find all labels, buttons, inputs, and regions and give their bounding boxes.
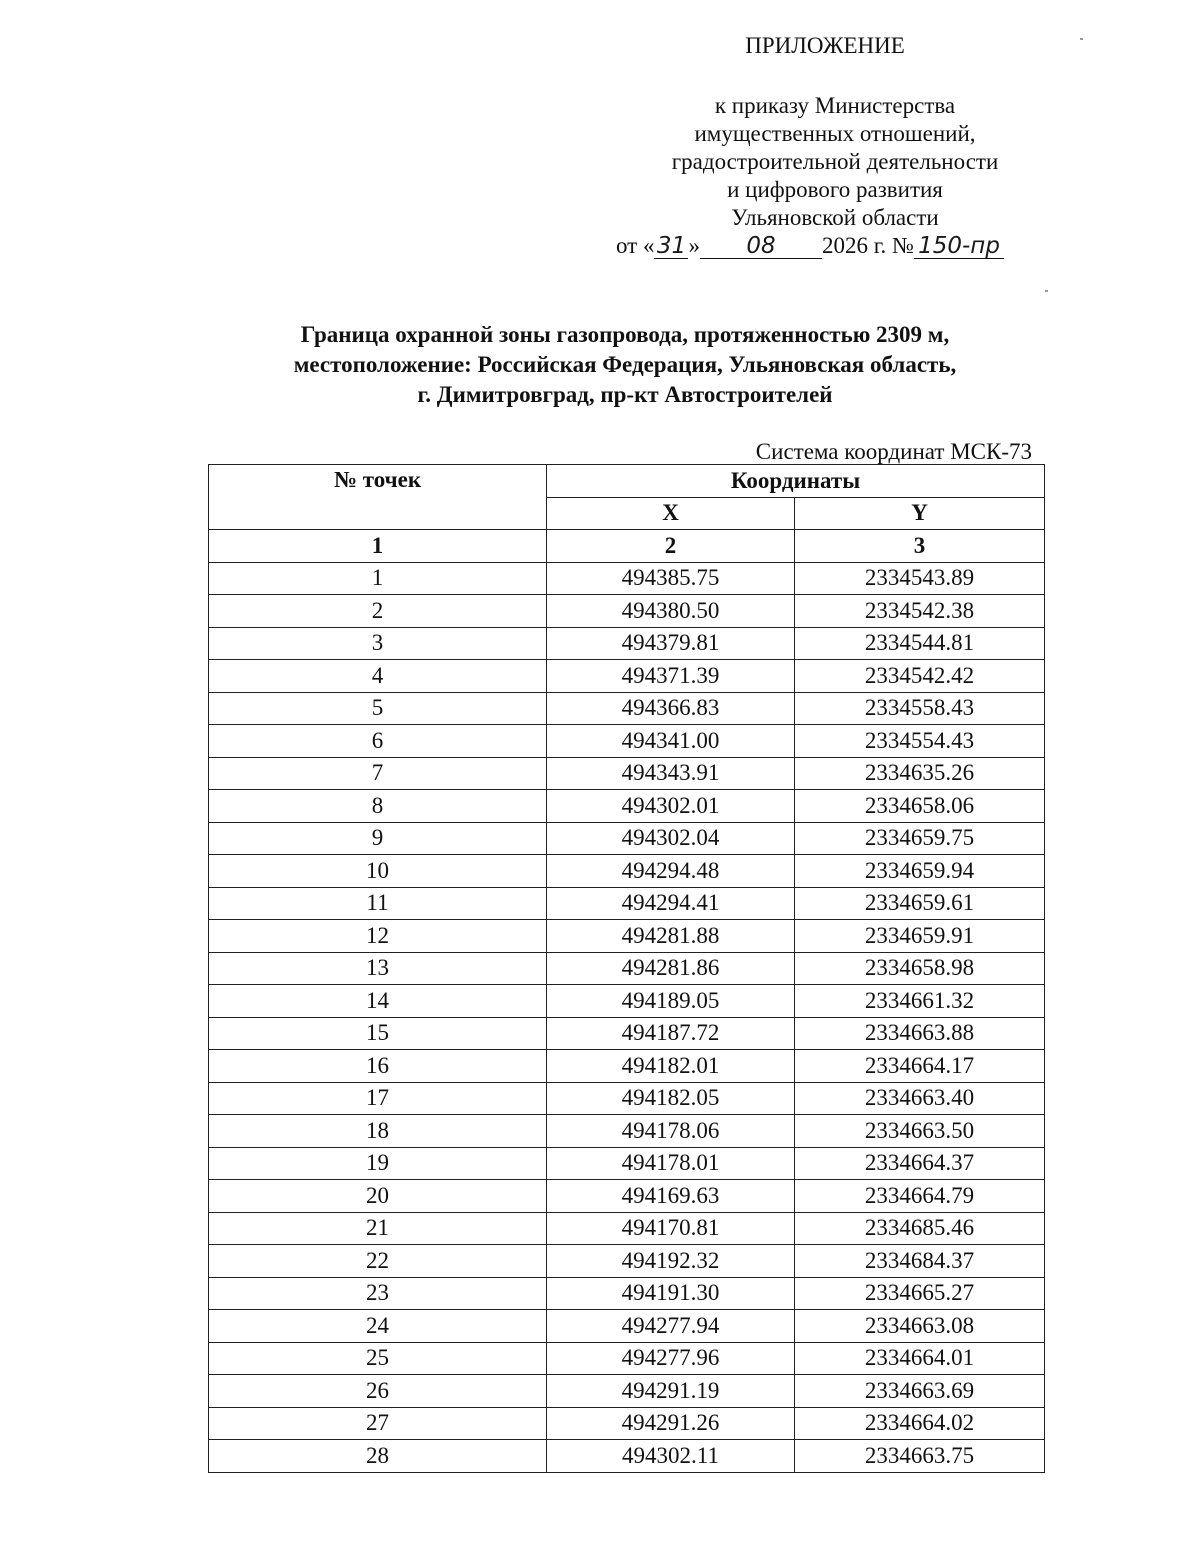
coord-y: 2334542.42 [795,660,1045,693]
point-number: 12 [209,920,547,953]
coord-y: 2334659.91 [795,920,1045,953]
point-number: 4 [209,660,547,693]
document-title [200,320,1050,410]
table-row [209,1310,1045,1343]
coord-x: 494291.26 [547,1407,795,1440]
point-number: 16 [209,1050,547,1083]
coord-x: 494302.04 [547,822,795,855]
coord-y: 2334663.69 [795,1375,1045,1408]
point-number: 7 [209,757,547,790]
coord-x: 494294.41 [547,887,795,920]
title-line: г. Димитровград, пр-кт Автостроителей [417,382,833,407]
coord-x: 494343.91 [547,757,795,790]
coord-x: 494281.86 [547,952,795,985]
point-number: 2 [209,595,547,628]
coord-y: 2334664.01 [795,1342,1045,1375]
coord-y: 2334664.37 [795,1147,1045,1180]
table-row [209,952,1045,985]
table-row [209,692,1045,725]
coord-x: 494302.01 [547,790,795,823]
date-mid: » [688,233,700,258]
coordinate-system-label: Система координат МСК-73 [755,439,1032,464]
coord-x: 494302.11 [547,1440,795,1473]
table-row [209,1147,1045,1180]
coord-y: 2334658.06 [795,790,1045,823]
point-number: 22 [209,1245,547,1278]
table-row [209,985,1045,1018]
point-number: 3 [209,627,547,660]
coord-x: 494191.30 [547,1277,795,1310]
column-number: 1 [209,530,547,563]
point-number: 27 [209,1407,547,1440]
point-number: 14 [209,985,547,1018]
coord-y: 2334665.27 [795,1277,1045,1310]
table-row [209,562,1045,595]
point-number: 17 [209,1082,547,1115]
point-number: 25 [209,1342,547,1375]
order-reference [600,92,1070,260]
coord-x: 494294.48 [547,855,795,888]
table-row [209,1277,1045,1310]
date-prefix: от « [615,233,655,258]
coord-y: 2334542.38 [795,595,1045,628]
coord-y: 2334663.75 [795,1440,1045,1473]
coord-y: 2334663.88 [795,1017,1045,1050]
table-row [209,1180,1045,1213]
table-row [209,1050,1045,1083]
coord-x: 494385.75 [547,562,795,595]
coord-y: 2334663.50 [795,1115,1045,1148]
point-number: 8 [209,790,547,823]
column-number: 3 [795,530,1045,563]
point-number: 28 [209,1440,547,1473]
table-row [209,1375,1045,1408]
point-number: 18 [209,1115,547,1148]
table-row [209,1115,1045,1148]
coord-x: 494189.05 [547,985,795,1018]
order-line: градостроительной деятельности [671,149,999,174]
table-row [209,660,1045,693]
table-row [209,855,1045,888]
scan-speck [1080,38,1083,40]
coord-x: 494277.94 [547,1310,795,1343]
order-line: Ульяновской области [731,205,939,230]
order-line: и цифрового развития [727,177,943,202]
header-x: X [547,497,795,530]
point-number: 10 [209,855,547,888]
point-number: 13 [209,952,547,985]
coord-y: 2334685.46 [795,1212,1045,1245]
title-line: Граница охранной зоны газопровода, протяженностью 2309 м, [300,322,950,347]
date-year-text: 2026 г. № [821,233,915,258]
table-row [209,1342,1045,1375]
point-number: 20 [209,1180,547,1213]
coord-y: 2334663.40 [795,1082,1045,1115]
handwritten-day: 31 [654,234,688,259]
coord-x: 494277.96 [547,1342,795,1375]
point-number: 21 [209,1212,547,1245]
table-row [209,1440,1045,1473]
coord-x: 494380.50 [547,595,795,628]
coord-y: 2334684.37 [795,1245,1045,1278]
header-coordinates: Координаты [547,465,1045,498]
coord-x: 494341.00 [547,725,795,758]
coord-y: 2334558.43 [795,692,1045,725]
table-row [209,822,1045,855]
coord-y: 2334659.94 [795,855,1045,888]
table-row [209,1245,1045,1278]
title-line: местоположение: Российская Федерация, Ульяновская область, [293,352,957,377]
coord-y: 2334659.61 [795,887,1045,920]
handwritten-month: 08 [700,234,822,259]
coord-x: 494379.81 [547,627,795,660]
coord-y: 2334554.43 [795,725,1045,758]
point-number: 26 [209,1375,547,1408]
coord-x: 494178.06 [547,1115,795,1148]
header-y: Y [795,497,1045,530]
coord-x: 494281.88 [547,920,795,953]
point-number: 11 [209,887,547,920]
column-number: 2 [547,530,795,563]
coord-x: 494366.83 [547,692,795,725]
table-row [209,725,1045,758]
coord-x: 494170.81 [547,1212,795,1245]
coord-y: 2334664.17 [795,1050,1045,1083]
coord-x: 494291.19 [547,1375,795,1408]
coord-y: 2334659.75 [795,822,1045,855]
coord-x: 494182.01 [547,1050,795,1083]
table-row [209,920,1045,953]
header-points: № точек [209,465,547,530]
coord-y: 2334543.89 [795,562,1045,595]
table-row [209,790,1045,823]
coord-y: 2334664.79 [795,1180,1045,1213]
order-line: к приказу Министерства [714,93,956,118]
coord-y: 2334544.81 [795,627,1045,660]
scan-speck [1045,290,1048,292]
coord-y: 2334664.02 [795,1407,1045,1440]
order-line: имущественных отношений, [694,121,976,146]
coord-x: 494371.39 [547,660,795,693]
table-row [209,1017,1045,1050]
table-row [209,1082,1045,1115]
table-row [209,1407,1045,1440]
coord-x: 494178.01 [547,1147,795,1180]
table-row [209,887,1045,920]
coord-x: 494187.72 [547,1017,795,1050]
coord-y: 2334661.32 [795,985,1045,1018]
table-row [209,595,1045,628]
point-number: 23 [209,1277,547,1310]
point-number: 15 [209,1017,547,1050]
coord-y: 2334658.98 [795,952,1045,985]
coord-y: 2334635.26 [795,757,1045,790]
order-date-line [550,232,1070,260]
point-number: 9 [209,822,547,855]
table-row [209,757,1045,790]
table-row [209,1212,1045,1245]
point-number: 19 [209,1147,547,1180]
point-number: 1 [209,562,547,595]
point-number: 6 [209,725,547,758]
coord-x: 494169.63 [547,1180,795,1213]
appendix-header [600,32,1070,260]
handwritten-order-number: 150-пр [914,234,1004,259]
appendix-title: ПРИЛОЖЕНИЕ [745,33,905,58]
coord-x: 494192.32 [547,1245,795,1278]
coord-y: 2334663.08 [795,1310,1045,1343]
point-number: 5 [209,692,547,725]
table-body [209,562,1045,1472]
coordinates-table [208,464,1045,1473]
table-row [209,627,1045,660]
coord-x: 494182.05 [547,1082,795,1115]
point-number: 24 [209,1310,547,1343]
